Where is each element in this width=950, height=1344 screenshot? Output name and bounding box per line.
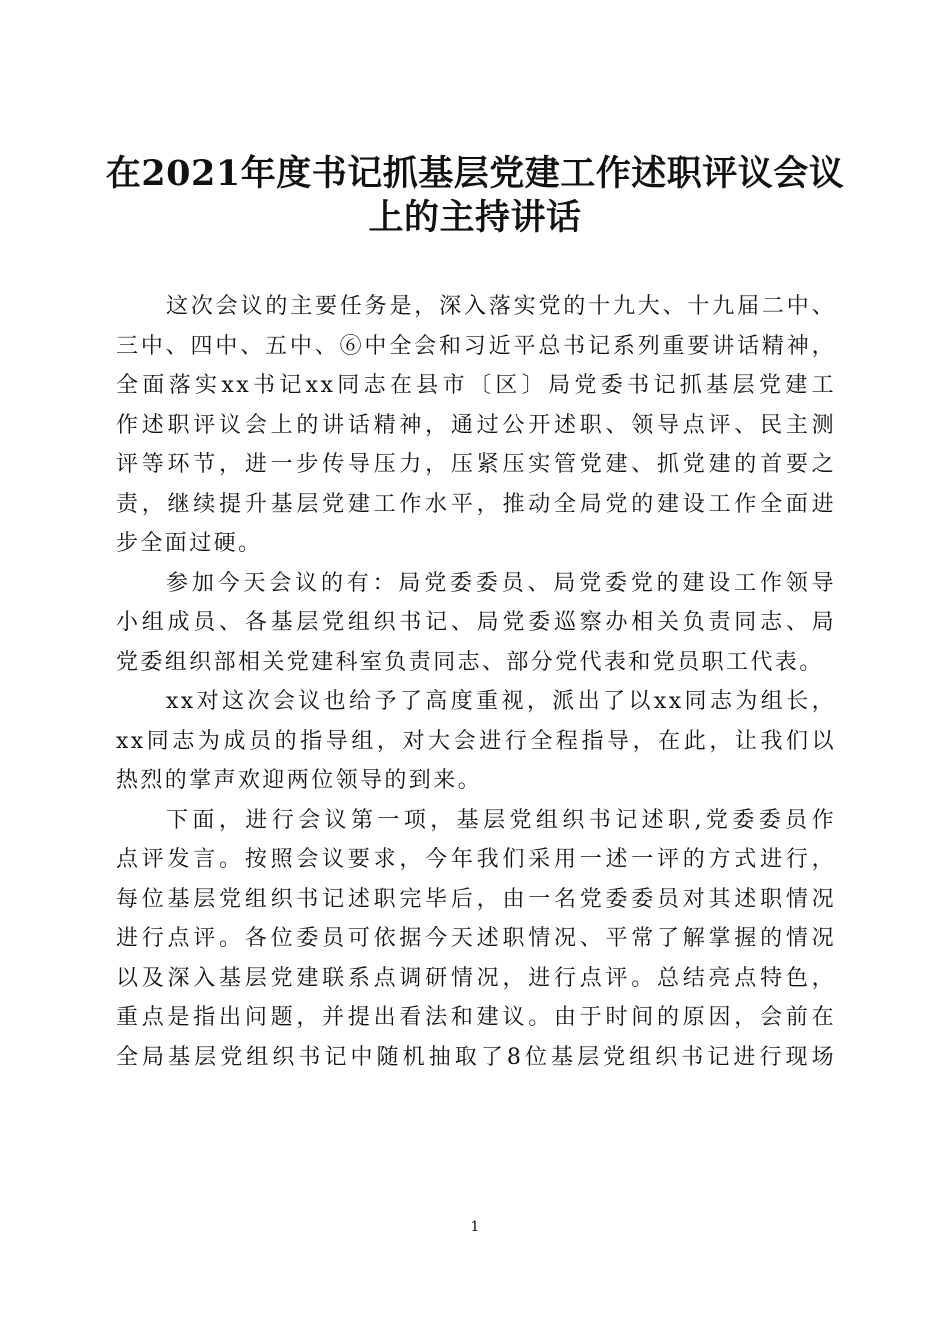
paragraph-line: 以及深入基层党建联系点调研情况，进行点评。总结亮点特色， — [116, 965, 836, 991]
paragraph-line: xx同志为成员的指导组，对大会进行全程指导，在此，让我们以 — [116, 728, 836, 754]
paragraph-line: 三中、四中、五中、⑥中全会和习近平总书记系列重要讲话精神， — [116, 333, 836, 359]
document-title — [100, 152, 850, 240]
paragraph-line: 这次会议的主要任务是，深入落实党的十九大、十九届二中、 — [166, 294, 836, 319]
title-line: 上的主持讲话 — [368, 197, 582, 238]
paragraph-meeting-tasks — [116, 287, 836, 564]
paragraph-line: 评等环节，进一步传导压力，压紧压实管党建、抓党建的首要之 — [116, 452, 836, 477]
paragraph-line: 参加今天会议的有：局党委委员、局党委党的建设工作领导 — [166, 570, 836, 596]
paragraph-line: 小组成员、各基层党组织书记、局党委巡察办相关负责同志、局 — [116, 610, 836, 635]
paragraph-line: 党委组织部相关党建科室负责同志、部分党代表和党员职工代表。 — [116, 649, 824, 675]
paragraph-line: 点评发言。按照会议要求，今年我们采用一述一评的方式进行， — [116, 847, 836, 872]
paragraph-attendees — [116, 564, 836, 683]
paragraph-line: 全面落实xx书记xx同志在县市〔区〕局党委书记抓基层党建工 — [116, 373, 836, 398]
paragraph-line: 责，继续提升基层党建工作水平，推动全局党的建设工作全面进 — [116, 491, 836, 517]
paragraph-line: 作述职评议会上的讲话精神，通过公开述职、领导点评、民主测 — [116, 412, 836, 438]
paragraph-line: 重点是指出问题，并提出看法和建议。由于时间的原因，会前在 — [116, 1005, 836, 1030]
paragraph-line: 下面，进行会议第一项，基层党组织书记述职,党委委员作 — [166, 807, 836, 833]
title-line: 在2021年度书记抓基层党建工作述职评议会议 — [105, 153, 845, 194]
paragraph-agenda-item-one — [116, 801, 836, 1078]
paragraph-line: 进行点评。各位委员可依据今天述职情况、平常了解掌握的情况 — [116, 926, 836, 951]
paragraph-guidance-group — [116, 682, 836, 801]
paragraph-line: 每位基层党组织书记述职完毕后，由一名党委委员对其述职情况 — [116, 886, 836, 912]
paragraph-line: 全局基层党组织书记中随机抽取了8位基层党组织书记进行现场 — [116, 1044, 836, 1070]
paragraph-line: xx对这次会议也给予了高度重视，派出了以xx同志为组长， — [166, 689, 836, 714]
paragraph-line: 步全面过硬。 — [116, 531, 263, 556]
page-number: 1 — [470, 1219, 480, 1235]
paragraph-line: 热烈的掌声欢迎两位领导的到来。 — [116, 768, 483, 793]
document-body — [116, 287, 836, 1077]
